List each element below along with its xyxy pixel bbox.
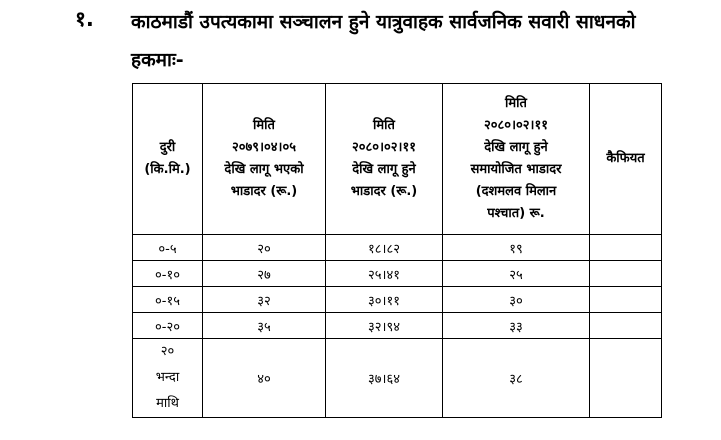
header-distance-text: दुरी (कि.मि.) (144, 140, 191, 177)
cell-rate-2079: ४० (203, 339, 326, 418)
header-remarks-text: कैफियत (606, 151, 645, 166)
table-row (133, 235, 662, 261)
table-header-row (133, 84, 662, 235)
cell-remarks (590, 313, 662, 339)
cell-rate-2080: १८।८२ (326, 235, 443, 261)
distance-line: २० (160, 344, 175, 359)
cell-remarks (590, 287, 662, 313)
table-row (133, 313, 662, 339)
cell-rate-adjusted: २५ (443, 261, 590, 287)
table-row (133, 287, 662, 313)
cell-remarks (590, 261, 662, 287)
header-rate-2080-text: मिति २०८०।०२।११ देखि लागू हुने भाडादर (रू.) (350, 118, 418, 199)
cell-remarks (590, 339, 662, 418)
cell-distance: ०-५ (133, 235, 203, 261)
header-rate-adjusted (443, 84, 590, 235)
cell-rate-2079: ३२ (203, 287, 326, 313)
cell-rate-adjusted: ३८ (443, 339, 590, 418)
header-rate-2080 (326, 84, 443, 235)
cell-distance: ०-१० (133, 261, 203, 287)
cell-rate-2079: २७ (203, 261, 326, 287)
cell-distance (133, 339, 203, 418)
cell-rate-adjusted: १९ (443, 235, 590, 261)
header-rate-2079-text: मिति २०७९।०४।०५ देखि लागू भएको भाडादर (रू.) (224, 118, 304, 199)
cell-remarks (590, 235, 662, 261)
cell-rate-2079: २० (203, 235, 326, 261)
header-rate-adjusted-text: मिति २०८०।०२।११ देखि लागू हुने समायोजित भाडादर (दशमलव मिलान पश्चात) रू. (470, 96, 562, 221)
cell-rate-adjusted: ३० (443, 287, 590, 313)
distance-line: माथि (156, 396, 179, 411)
header-remarks (590, 84, 662, 235)
section-heading: काठमाडौं उपत्यकामा सञ्चालन हुने यात्रुवाहक सार्वजनिक सवारी साधनको हकमाः- (131, 11, 636, 71)
table-row (133, 261, 662, 287)
cell-rate-2080: ३७।६४ (326, 339, 443, 418)
cell-rate-adjusted: ३३ (443, 313, 590, 339)
cell-rate-2080: ३०।११ (326, 287, 443, 313)
cell-rate-2079: ३५ (203, 313, 326, 339)
item-number: १. (75, 7, 94, 31)
header-rate-2079 (203, 84, 326, 235)
distance-line: भन्दा (155, 370, 180, 385)
cell-rate-2080: २५।४१ (326, 261, 443, 287)
cell-distance: ०-१५ (133, 287, 203, 313)
cell-rate-2080: ३२।९४ (326, 313, 443, 339)
fare-table (132, 83, 662, 418)
table-row (133, 339, 662, 418)
header-distance (133, 84, 203, 235)
cell-distance: ०-२० (133, 313, 203, 339)
